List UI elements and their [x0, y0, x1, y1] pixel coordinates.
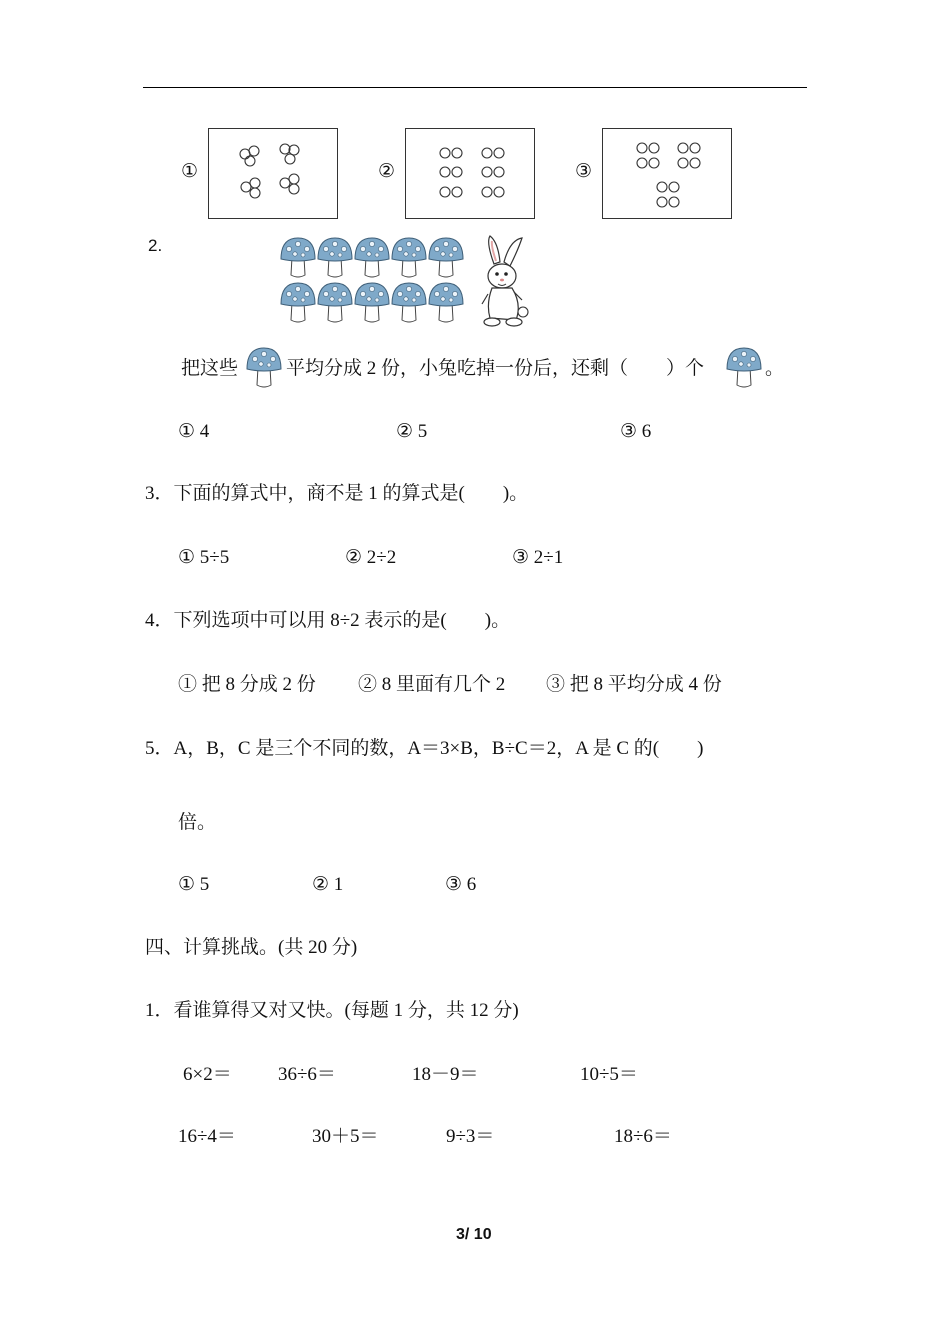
q5-option-2: ② 1: [312, 874, 344, 895]
calc-item: 18－9＝: [412, 1064, 479, 1085]
q2-option-3: ③ 6: [620, 421, 652, 442]
q2-prompt-end: 。: [765, 358, 785, 379]
mushroom-icon: [724, 343, 764, 387]
circle-group-3: [602, 128, 732, 218]
mushroom-icon: [355, 238, 389, 277]
calc-item: 10÷5＝: [580, 1064, 638, 1085]
mushroom-icon: [392, 283, 426, 322]
mushroom-icon: [318, 283, 352, 322]
q5-stem-cont: 倍。: [178, 812, 217, 833]
q2-number: 2.: [148, 236, 163, 255]
q5-stem: 5．A，B，C 是三个不同的数，A＝3×B，B÷C＝2，A 是 C 的( ): [145, 738, 704, 759]
rabbit-icon: [476, 234, 536, 330]
q3-option-2: ② 2÷2: [345, 547, 397, 568]
q5-option-1: ① 5: [178, 874, 210, 895]
calc-item: 16÷4＝: [178, 1126, 236, 1147]
q2-prompt-part2: 平均分成 2 份，小兔吃掉一份后，还剩（ ）个: [286, 358, 705, 379]
mushroom-icon: [244, 343, 284, 387]
section4-heading: 四、计算挑战。(共 20 分): [145, 937, 358, 958]
calc-item: 18÷6＝: [614, 1126, 672, 1147]
mushroom-icon: [281, 283, 315, 322]
calc-item: 30＋5＝: [312, 1126, 379, 1147]
mushroom-icon: [429, 238, 463, 277]
q2-option-1: ① 4: [178, 421, 210, 442]
section4-q1-stem: 1．看谁算得又对又快。(每题 1 分，共 12 分): [145, 1000, 519, 1021]
marker-2: ②: [378, 161, 396, 182]
q4-option-1: ① 把 8 分成 2 份: [178, 674, 316, 695]
q5-option-3: ③ 6: [445, 874, 477, 895]
q3-option-1: ① 5÷5: [178, 547, 230, 568]
circle-group-1: [208, 128, 338, 218]
q2-option-2: ② 5: [396, 421, 428, 442]
q2-prompt: [181, 357, 238, 381]
q2-prompt-part1: 把这些: [181, 358, 239, 379]
header-rule: [143, 87, 807, 88]
mushroom-icon: [429, 283, 463, 322]
q3-option-3: ③ 2÷1: [512, 547, 564, 568]
q4-stem: 4．下列选项中可以用 8÷2 表示的是( )。: [145, 610, 511, 631]
calc-item: 36÷6＝: [278, 1064, 336, 1085]
q4-option-2: ② 8 里面有几个 2: [358, 674, 506, 695]
mushroom-icon: [281, 238, 315, 277]
marker-1: ①: [181, 161, 199, 182]
circle-group-2: [405, 128, 535, 218]
q3-stem: 3．下面的算式中，商不是 1 的算式是( )。: [145, 483, 529, 504]
page-number: 3/ 10: [456, 1226, 492, 1243]
mushroom-icon: [392, 238, 426, 277]
marker-3: ③: [575, 161, 593, 182]
calc-item: 6×2＝: [183, 1064, 232, 1085]
mushroom-icon: [355, 283, 389, 322]
calc-item: 9÷3＝: [446, 1126, 495, 1147]
mushroom-icon: [318, 238, 352, 277]
q4-option-3: ③ 把 8 平均分成 4 份: [546, 674, 722, 695]
